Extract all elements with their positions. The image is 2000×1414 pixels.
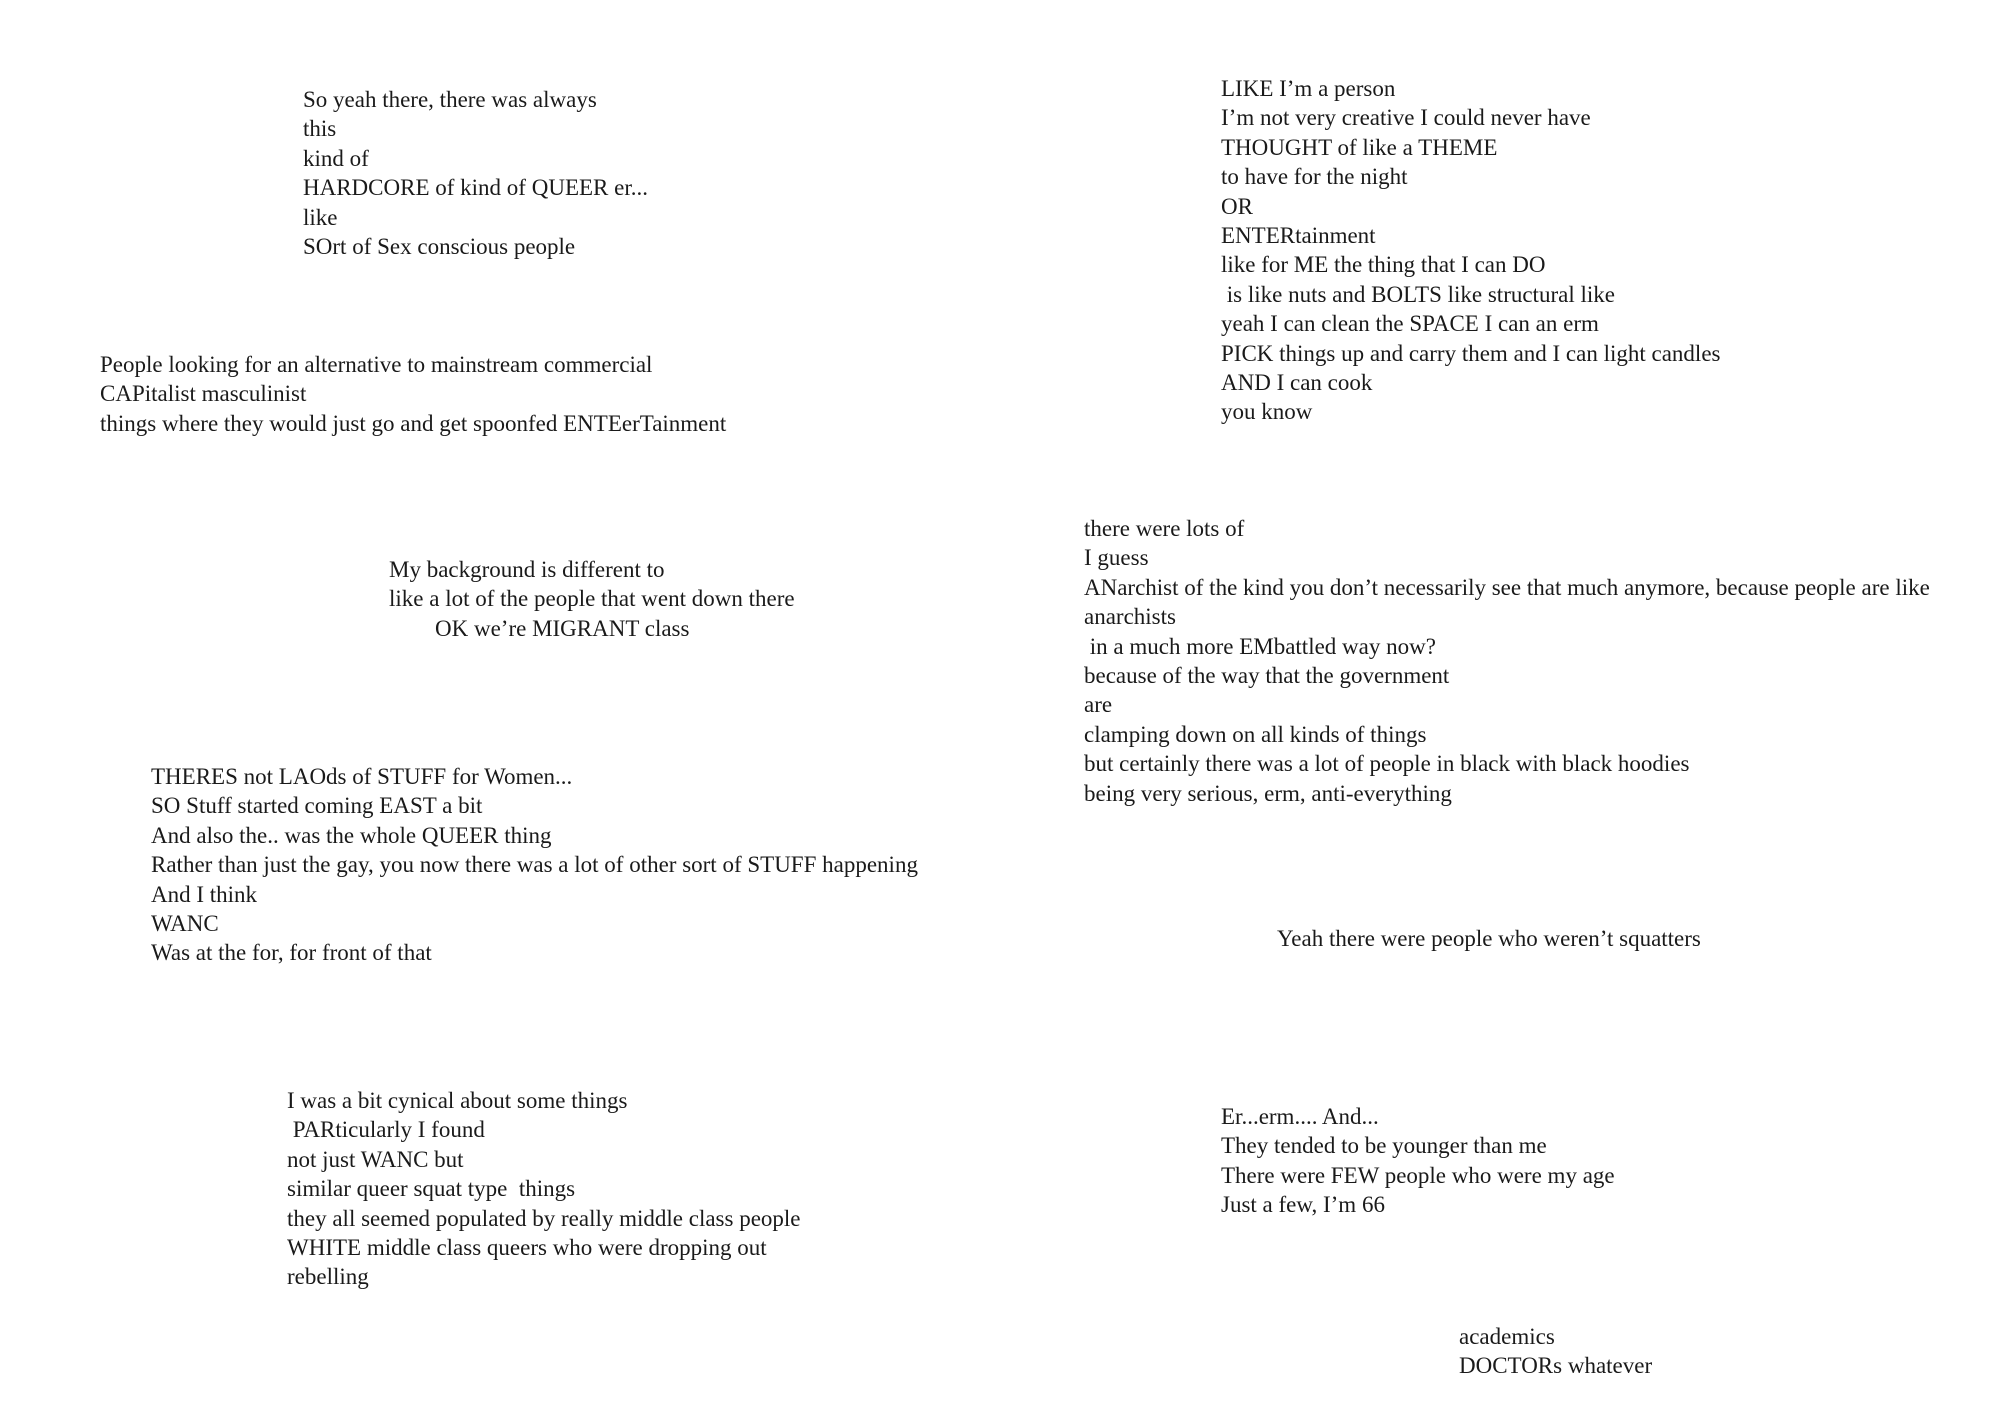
- text-block-alternative: [100, 350, 726, 438]
- text-line: being very serious, erm, anti-everything: [1084, 780, 1452, 806]
- text-line: Was at the for, for front of that: [151, 940, 432, 966]
- text-line: to have for the night: [1221, 164, 1408, 190]
- text-block-sex-conscious: [303, 85, 648, 261]
- text-line: Er...erm.... And...: [1221, 1104, 1379, 1129]
- text-block-academics: [1459, 1322, 1652, 1381]
- text-line: People looking for an alternative to mainstream commercial: [100, 352, 653, 377]
- text-line: OK we’re MIGRANT class: [389, 615, 690, 641]
- text-line: And also the.. was the whole QUEER thing: [151, 822, 552, 848]
- text-block-wanc: [151, 762, 918, 968]
- text-line: are: [1084, 692, 1113, 718]
- text-block-younger: [1221, 1102, 1615, 1220]
- text-line: but certainly there was a lot of people in black with black hoodies: [1084, 751, 1690, 777]
- text-block-like-im-a-person: [1221, 74, 1721, 427]
- text-line: like a lot of the people that went down there: [389, 586, 795, 612]
- text-line: like: [303, 204, 338, 230]
- text-line: there were lots of: [1084, 516, 1245, 541]
- text-line: THERES not LAOds of STUFF for Women...: [151, 764, 573, 789]
- text-line: yeah I can clean the SPACE I can an erm: [1221, 311, 1599, 337]
- text-line: WANC: [151, 910, 219, 936]
- text-line: Rather than just the gay, you now there was a lot of other sort of STUFF happening: [151, 852, 918, 878]
- text-line: is like nuts and BOLTS like structural like: [1221, 281, 1615, 307]
- text-line: not just WANC but: [287, 1146, 464, 1172]
- text-line: because of the way that the government: [1084, 662, 1450, 688]
- text-line: I guess: [1084, 545, 1149, 571]
- text-line: kind of: [303, 145, 369, 171]
- text-line: My background is different to: [389, 557, 665, 582]
- text-line: And I think: [151, 881, 258, 907]
- text-line: CAPitalist masculinist: [100, 381, 307, 407]
- text-line: There were FEW people who were my age: [1221, 1162, 1615, 1188]
- text-line: similar queer squat type things: [287, 1176, 576, 1202]
- text-line: OR: [1221, 193, 1253, 219]
- text-line: HARDCORE of kind of QUEER er...: [303, 175, 648, 201]
- text-block-squatters: [1277, 924, 1701, 953]
- text-line: DOCTORs whatever: [1459, 1353, 1653, 1379]
- text-line: WHITE middle class queers who were dropping out: [287, 1234, 767, 1260]
- text-line: AND I can cook: [1221, 369, 1373, 395]
- text-line: I’m not very creative I could never have: [1221, 105, 1591, 131]
- text-line: like for ME the thing that I can DO: [1221, 252, 1546, 278]
- text-line: anarchists: [1084, 604, 1176, 630]
- text-line: in a much more EMbattled way now?: [1084, 633, 1436, 659]
- text-line: THOUGHT of like a THEME: [1221, 134, 1498, 160]
- text-line: So yeah there, there was always: [303, 87, 597, 112]
- text-block-cynical: [287, 1086, 801, 1292]
- text-line: ENTERtainment: [1221, 222, 1376, 248]
- text-line: they all seemed populated by really middle class people: [287, 1205, 801, 1231]
- text-line: PARticularly I found: [287, 1117, 485, 1143]
- text-line: you know: [1221, 399, 1313, 425]
- text-line: SO Stuff started coming EAST a bit: [151, 793, 483, 819]
- text-line: ANarchist of the kind you don’t necessarily see that much anymore, because people are like: [1084, 574, 1930, 600]
- text-line: PICK things up and carry them and I can light candles: [1221, 340, 1721, 366]
- text-block-background: [389, 555, 795, 643]
- text-line: They tended to be younger than me: [1221, 1133, 1547, 1159]
- text-line: things where they would just go and get spoonfed ENTEerTainment: [100, 410, 727, 436]
- text-line: rebelling: [287, 1264, 369, 1290]
- text-line: academics: [1459, 1324, 1555, 1349]
- text-line: this: [303, 116, 337, 142]
- text-line: Yeah there were people who weren’t squatters: [1277, 926, 1701, 951]
- text-block-anarchists: [1084, 514, 1930, 808]
- text-line: Just a few, I’m 66: [1221, 1192, 1385, 1218]
- text-line: LIKE I’m a person: [1221, 76, 1396, 101]
- text-line: I was a bit cynical about some things: [287, 1088, 628, 1113]
- text-line: clamping down on all kinds of things: [1084, 721, 1427, 747]
- text-line: SOrt of Sex conscious people: [303, 233, 576, 259]
